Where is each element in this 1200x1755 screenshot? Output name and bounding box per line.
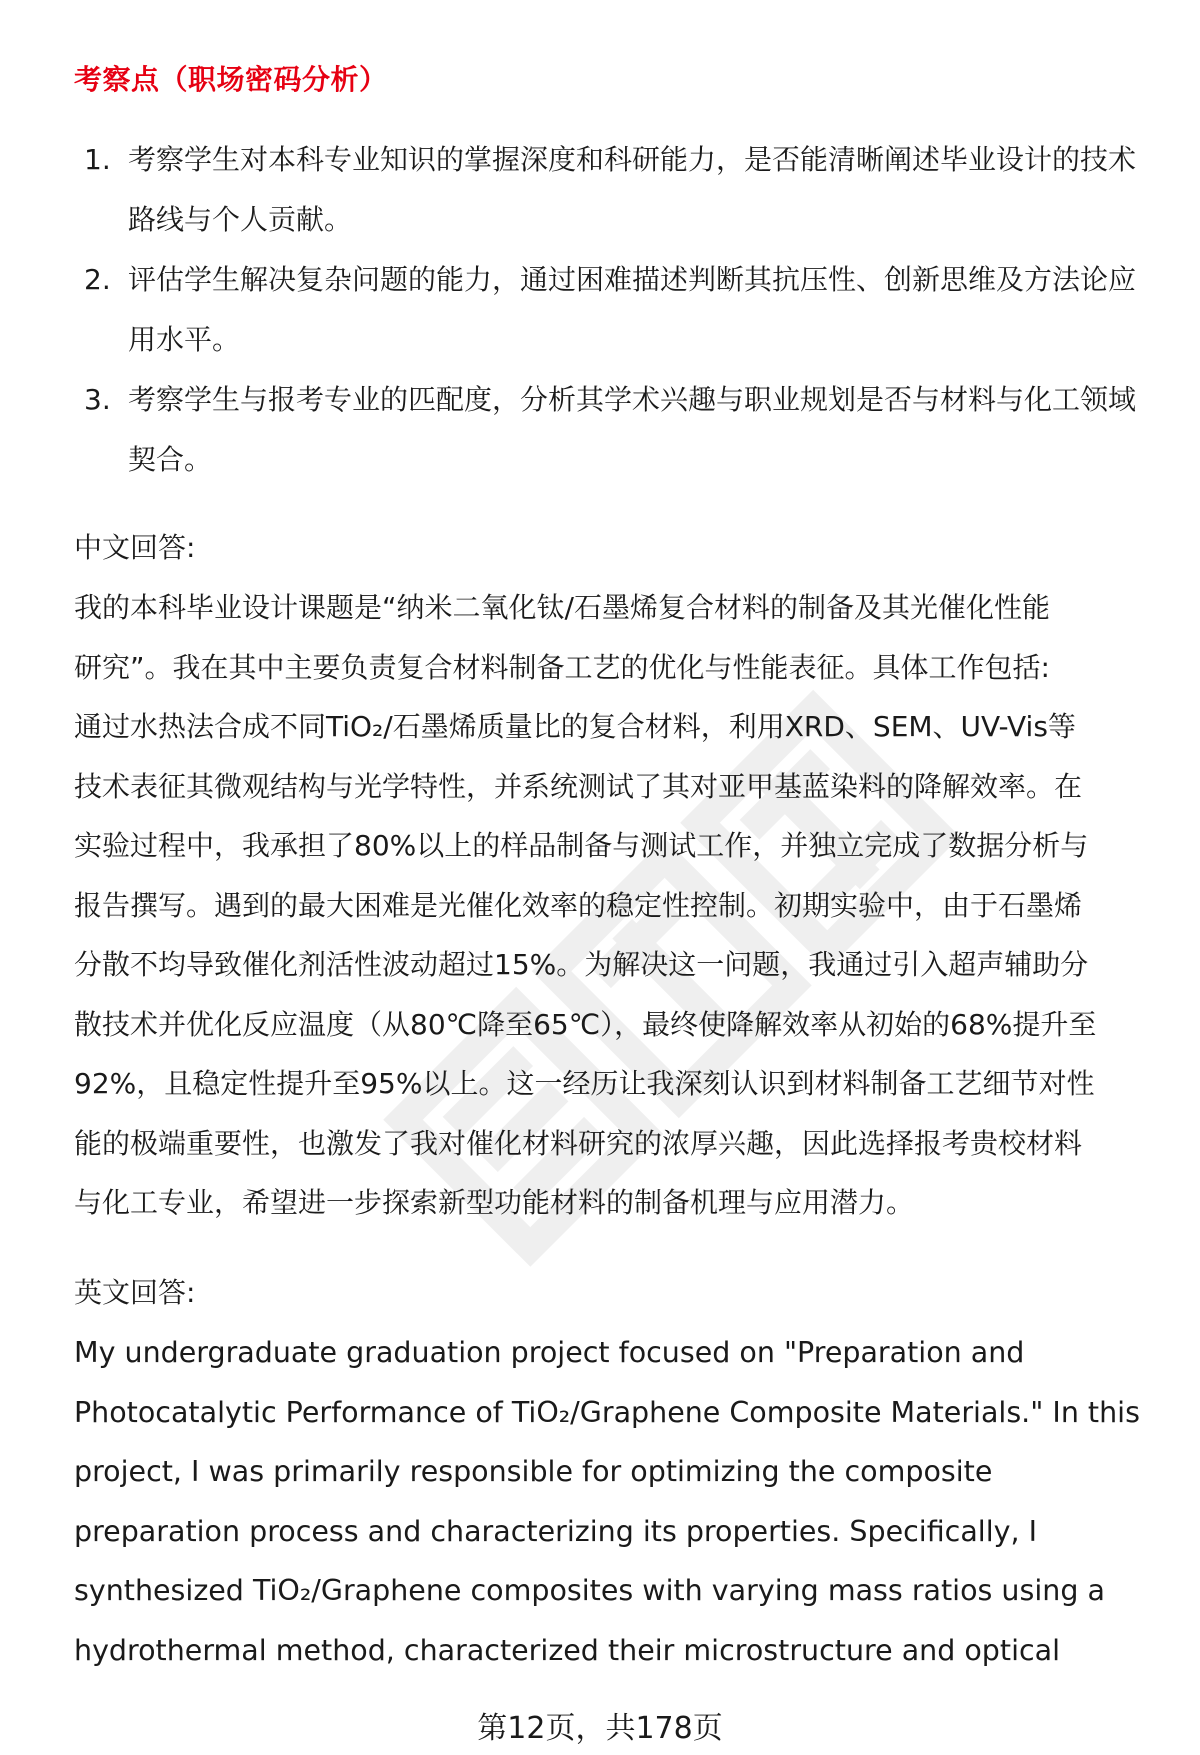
english-answer-text: [74, 1323, 1164, 1680]
text-line: 我的本科毕业设计课题是“纳米二氧化钛/石墨烯复合材料的制备及其光催化性能: [74, 591, 1050, 624]
section-title: 考察点（职场密码分析）: [74, 63, 388, 96]
english-answer-heading: 英文回答:: [74, 1276, 196, 1309]
assessment-points-list: [84, 130, 1144, 490]
page-footer: 第12页，共178页: [477, 1711, 723, 1746]
list-item-number: 1.: [84, 143, 111, 176]
text-line: preparation process and characterizing its properties. Specifically, I: [74, 1514, 1038, 1548]
list-item: [84, 370, 1144, 490]
text-line: 报告撰写。遇到的最大困难是光催化效率的稳定性控制。初期实验中，由于石墨烯: [74, 888, 1083, 922]
list-item: [84, 130, 1144, 250]
text-line: 能的极端重要性，也激发了我对催化材料研究的浓厚兴趣，因此选择报考贵校材料: [74, 1126, 1083, 1160]
text-line: 研究”。我在其中主要负责复合材料制备工艺的优化与性能表征。具体工作包括:: [74, 650, 1050, 684]
text-line: 分散不均导致催化剂活性波动超过15%。为解决这一问题，我通过引入超声辅助分: [74, 948, 1089, 981]
list-item-text: 考察学生对本科专业知识的掌握深度和科研能力，是否能清晰阐述毕业设计的技术路线与个人贡献。: [128, 143, 1137, 236]
text-line: synthesized TiO₂/Graphene composites with varying mass ratios using a: [74, 1574, 1105, 1607]
text-line: 散技术并优化反应温度（从80℃降至65℃），最终使降解效率从初始的68%提升至: [74, 1007, 1097, 1041]
text-line: 实验过程中，我承担了80%以上的样品制备与测试工作，并独立完成了数据分析与: [74, 829, 1089, 862]
list-item-number: 3.: [84, 383, 111, 416]
list-item-text: 评估学生解决复杂问题的能力，通过困难描述判断其抗压性、创新思维及方法论应用水平。: [128, 263, 1137, 356]
text-line: 通过水热法合成不同TiO₂/石墨烯质量比的复合材料，利用XRD、SEM、UV-Vis等: [74, 710, 1076, 743]
text-line: 与化工专业，希望进一步探索新型功能材料的制备机理与应用潜力。: [74, 1186, 915, 1219]
list-item: [84, 250, 1144, 370]
text-line: project, I was primarily responsible for optimizing the composite: [74, 1455, 993, 1488]
chinese-answer-heading: 中文回答:: [74, 531, 196, 564]
list-item-number: 2.: [84, 263, 111, 296]
text-line: My undergraduate graduation project focused on "Preparation and: [74, 1336, 1025, 1369]
list-item-text: 考察学生与报考专业的匹配度，分析其学术兴趣与职业规划是否与材料与化工领域契合。: [128, 383, 1137, 476]
text-line: Photocatalytic Performance of TiO₂/Graphene Composite Materials." In this: [74, 1395, 1140, 1429]
text-line: hydrothermal method, characterized their microstructure and optical: [74, 1633, 1061, 1667]
chinese-answer-text: [74, 578, 1160, 1233]
text-line: 92%，且稳定性提升至95%以上。这一经历让我深刻认识到材料制备工艺细节对性: [74, 1067, 1095, 1100]
text-line: 技术表征其微观结构与光学特性，并系统测试了其对亚甲基蓝染料的降解效率。在: [74, 769, 1083, 803]
